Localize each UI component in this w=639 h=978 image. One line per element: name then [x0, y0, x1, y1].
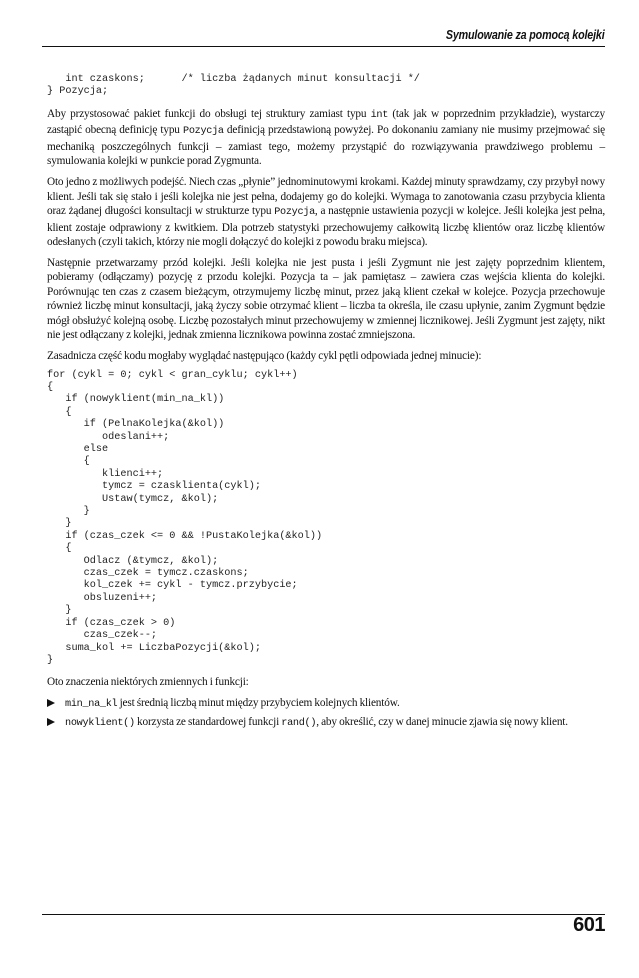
bullet-list: [47, 696, 605, 732]
page-content: [47, 74, 605, 732]
inline-code: int: [370, 109, 389, 121]
paragraph-2-text-a: Oto jedno z możliwych podejść. Niech czas „płynie” jednominutowymi krokami. Każdej minuty sprawdzamy, czy przybył nowy klient. Jeśli tak się stało i jeśli kolejka nie jest pełna, dodajemy go do kolejki. Wymaga to zanotowania czasu przybycia klienta oraz żądanej długości konsultacji w strukturze typu: [47, 176, 605, 218]
footer-rule: [42, 914, 605, 915]
running-header: Symulowanie za pomocą kolejki: [446, 28, 605, 42]
paragraph-3: Następnie przetwarzamy przód kolejki. Jeśli kolejka nie jest pusta i jeśli Zygmunt nie jest zajęty poprzednim klientem, pobieramy (odłączamy) pozycję z przodu kolejki. Pozycja ta – jak pamiętasz – zawiera czas wejścia klienta do kolejki. Porównując ten czas z czasem bieżącym, otrzymujemy liczbę minut, przez jaką klient czekał w kolejce. Pozycja przechowuje również liczbę minut konsultacji, jaką życzy sobie otrzymać klient – liczba ta określa, ile czasu upłynie, zanim Zygmunt będzie mógł obsłużyć kolejną osobę. Liczbę pozostałych minut przechowujemy w zmiennej licznikowej. Jeśli Zygmunt jest zajęty, nikt nie jest odłączany z kolejki, jednak zmienna licznikowa powinna zostać zmniejszona.: [47, 256, 605, 342]
list-item: [47, 715, 605, 732]
inline-code: rand(): [281, 718, 317, 730]
paragraph-1-text-a: Aby przystosować pakiet funkcji do obsługi tej struktury zamiast typu: [47, 107, 371, 120]
list-item-text: , aby określić, czy w danej minucie zjawia się nowy klient.: [316, 716, 568, 729]
code-block-main-loop: for (cykl = 0; cykl < gran_cyklu; cykl++) { if (nowyklient(min_na_kl)) { if (PelnaKolejka(&kol)) odeslani++; else { klienci++; tymcz = czasklienta(cykl); Ustaw(tymcz, &kol); } } if (czas_czek <= 0 && !PustaKolejka(&kol)) { Odlacz (&tymcz, &kol); czas_czek = tymcz.czaskons; kol_czek += cykl - tymcz.przybycie; obsluzeni++; } if (czas_czek > 0) czas_czek--; suma_kol += LiczbaPozycji(&kol); }: [47, 369, 323, 666]
list-item-text: jest średnią liczbą minut między przybyciem kolejnych klientów.: [117, 696, 400, 709]
triangle-bullet-icon: [47, 699, 55, 707]
paragraph-4: Zasadnicza część kodu mogłaby wyglądać następująco (każdy cykl pętli odpowiada jednej minucie):: [47, 350, 482, 363]
list-item: [47, 696, 605, 713]
header-rule: [42, 46, 605, 47]
page-number: 601: [573, 914, 605, 936]
code-block-struct-end: int czaskons; /* liczba żądanych minut konsultacji */ } Pozycja;: [47, 74, 420, 98]
triangle-bullet-icon: [47, 718, 55, 726]
inline-code: Pozycja: [274, 207, 315, 219]
paragraph-5: Oto znaczenia niektórych zmiennych i funkcji:: [47, 676, 249, 689]
inline-code: min_na_kl: [65, 698, 118, 710]
list-item-text: korzysta ze standardowej funkcji: [134, 716, 282, 729]
paragraph-1: [47, 107, 605, 169]
paragraph-2-text-b: , a następnie ustawienia pozycji w kolejce. Jeśli kolejka jest pełna, klient zostaje odprawiony z kwitkiem. Dla potrzeb statystyki przechowujemy całkowitą liczbę klientów oraz liczbę klientów odesłanych (czyli takich, którzy nie mogli dołączyć do kolejki z powodu braku miejsca).: [47, 205, 606, 249]
paragraph-2: [47, 175, 605, 250]
paragraph-1-text-c: definicją przedstawioną powyżej. Po dokonaniu zamiany nie musimy przejmować się mechaniką poszczególnych funkcji – zamiast tego, możemy przystąpić do rozwiązywania prawdziwego problemu – symulowania kolejki w punkcie porad Zygmunta.: [47, 124, 605, 168]
paragraph-1-text-b: (tak jak w poprzednim przykładzie), wystarczy zastąpić obecną definicję typu: [47, 107, 605, 137]
inline-code: Pozycja: [183, 126, 224, 138]
inline-code: nowyklient(): [65, 718, 135, 730]
